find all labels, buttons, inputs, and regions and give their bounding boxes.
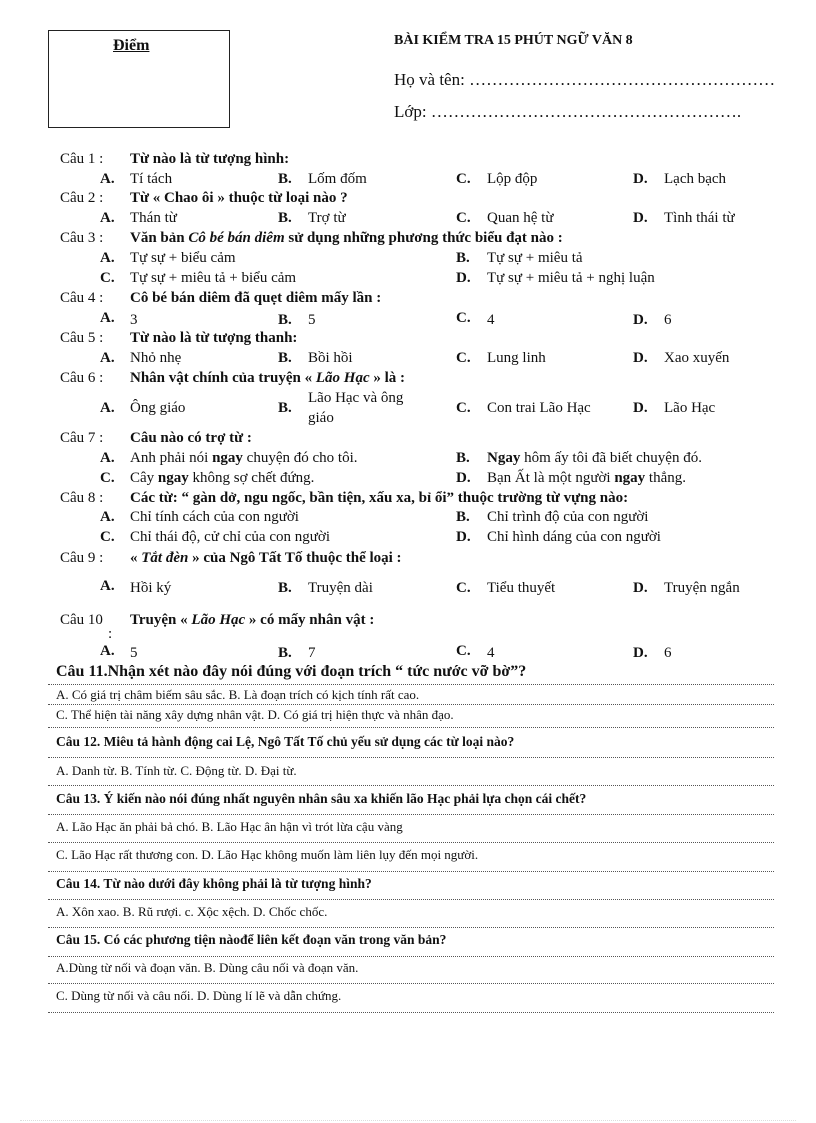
q1-letter-b: B. [278, 171, 292, 187]
page-edge [20, 1120, 796, 1121]
q10-letter-b: B. [278, 645, 292, 661]
q7-number: Câu 7 : [60, 430, 104, 446]
q4-letter-a: A. [100, 310, 115, 326]
q6-letter-a: A. [100, 400, 115, 416]
q2-option-d: Tình thái từ [664, 210, 735, 226]
q8-text: Các từ: “ gàn dở, ngu ngốc, bần tiện, xấu xa, bỉ ổi” thuộc trường từ vựng nào: [130, 490, 629, 506]
q9-letter-c: C. [456, 580, 471, 596]
q10-option-a: 5 [130, 645, 138, 661]
q5-option-c: Lung linh [487, 350, 546, 366]
divider [48, 871, 774, 872]
divider [48, 684, 774, 685]
test-title: BÀI KIỂM TRA 15 PHÚT NGỮ VĂN 8 [394, 33, 633, 48]
q8-letter-a: A. [100, 509, 115, 525]
q3-letter-c: C. [100, 270, 115, 286]
q7-letter-c: C. [100, 470, 115, 486]
q1-option-d: Lạch bạch [664, 171, 727, 187]
q4-letter-d: D. [633, 312, 648, 328]
q2-letter-b: B. [278, 210, 292, 226]
q15-text: Câu 15. Có các phương tiện nàođể liên kết đoạn văn trong văn bản? [56, 932, 447, 947]
q2-letter-c: C. [456, 210, 471, 226]
q6-option-d: Lão Hạc [664, 400, 716, 416]
q10-letter-a: A. [100, 643, 115, 659]
q7-letter-d: D. [456, 470, 471, 486]
q8-letter-d: D. [456, 529, 471, 545]
name-dots: : ……………………………………………… [460, 70, 776, 89]
q6-option-c: Con trai Lão Hạc [487, 400, 591, 416]
divider [48, 814, 774, 815]
q6-letter-b: B. [278, 400, 292, 416]
q10-letter-c: C. [456, 643, 471, 659]
q5-option-a: Nhỏ nhẹ [130, 350, 182, 366]
q1-letter-d: D. [633, 171, 648, 187]
q13-options-line2: C. Lão Hạc rất thương con. D. Lão Hạc không muốn làm liên lụy đến mọi người. [56, 847, 479, 862]
divider [48, 785, 774, 786]
divider [48, 927, 774, 928]
q10-number: Câu 10 [60, 612, 103, 628]
q12-text: Câu 12. Miêu tả hành động cai Lệ, Ngô Tất Tố chủ yếu sử dụng các từ loại nào? [56, 734, 515, 749]
class-label: Lớp [394, 102, 422, 121]
q9-option-d: Truyện ngắn [664, 580, 740, 596]
score-box [48, 30, 230, 128]
q2-option-c: Quan hệ từ [487, 210, 554, 226]
q11-options-line1: A. Có giá trị châm biếm sâu sắc. B. Là đoạn trích có kịch tính rất cao. [56, 687, 420, 702]
q7-option-a: Anh phải nói ngay chuyện đó cho tôi. [130, 450, 358, 466]
q3-option-c: Tự sự + miêu tả + biểu cảm [130, 270, 297, 286]
q10-option-c: 4 [487, 645, 495, 661]
q6-text: Nhân vật chính của truyện « Lão Hạc » là : [130, 370, 406, 386]
q7-letter-a: A. [100, 450, 115, 466]
q3-option-a: Tự sự + biểu cảm [130, 250, 236, 266]
q1-letter-c: C. [456, 171, 471, 187]
q9-number: Câu 9 : [60, 550, 104, 566]
q10-option-b: 7 [308, 645, 316, 661]
q2-option-a: Thán từ [130, 210, 177, 226]
class-field [394, 102, 741, 122]
q4-letter-b: B. [278, 312, 292, 328]
q10-number-colon: : [108, 626, 113, 642]
q4-text: Cô bé bán diêm đã quẹt diêm mấy lần : [130, 290, 382, 306]
q15-options-line1: A.Dùng từ nối và đoạn văn. B. Dùng câu nối và đoạn văn. [56, 960, 359, 975]
q9-letter-b: B. [278, 580, 292, 596]
q7-text: Câu nào có trợ từ : [130, 430, 252, 446]
q11-options-line2: C. Thể hiện tài năng xây dựng nhân vật. D. Có giá trị hiện thực và nhân đạo. [56, 707, 454, 722]
q9-option-c: Tiểu thuyết [487, 580, 556, 596]
q10-text: Truyện « Lão Hạc » có mấy nhân vật : [130, 612, 375, 628]
q3-text: Văn bản Cô bé bán diêm sử dụng những phương thức biểu đạt nào : [130, 230, 563, 246]
divider [48, 842, 774, 843]
divider [48, 704, 774, 705]
q5-option-b: Bồi hồi [308, 350, 353, 366]
q4-option-c: 4 [487, 312, 495, 328]
q1-option-b: Lốm đốm [308, 171, 367, 187]
q1-letter-a: A. [100, 171, 115, 187]
q5-letter-d: D. [633, 350, 648, 366]
q1-option-c: Lộp độp [487, 171, 538, 187]
q2-letter-d: D. [633, 210, 648, 226]
q9-text: « Tắt đèn » của Ngô Tất Tố thuộc thể loại : [130, 550, 402, 566]
q4-letter-c: C. [456, 310, 471, 326]
q4-option-b: 5 [308, 312, 316, 328]
q2-number: Câu 2 : [60, 190, 104, 206]
q5-letter-a: A. [100, 350, 115, 366]
q6-option-b-line1: Lão Hạc và ông [308, 390, 404, 406]
q4-option-d: 6 [664, 312, 672, 328]
q9-option-a: Hồi ký [130, 580, 172, 596]
name-label: Họ và tên [394, 70, 461, 89]
q7-letter-b: B. [456, 450, 470, 466]
q2-text: Từ « Chao ôi » thuộc từ loại nào ? [130, 190, 348, 206]
q9-option-b: Truyện dài [308, 580, 373, 596]
q5-number: Câu 5 : [60, 330, 104, 346]
q14-options-line1: A. Xôn xao. B. Rũ rượi. c. Xộc xệch. D. Chốc chốc. [56, 904, 328, 919]
q10-letter-d: D. [633, 645, 648, 661]
q8-option-b: Chỉ trình độ của con người [487, 509, 649, 525]
q6-letter-d: D. [633, 400, 648, 416]
score-label: Điểm [113, 37, 150, 54]
q8-option-c: Chỉ thái độ, cử chỉ của con người [130, 529, 330, 545]
divider [48, 899, 774, 900]
name-field [394, 70, 775, 90]
q5-option-d: Xao xuyến [664, 350, 730, 366]
q8-letter-b: B. [456, 509, 470, 525]
q8-option-d: Chỉ hình dáng của con người [487, 529, 661, 545]
q6-option-a: Ông giáo [130, 400, 186, 416]
q9-letter-d: D. [633, 580, 648, 596]
q3-option-b: Tự sự + miêu tả [487, 250, 583, 266]
divider [48, 757, 774, 758]
q4-number: Câu 4 : [60, 290, 104, 306]
divider [48, 1012, 774, 1013]
q3-number: Câu 3 : [60, 230, 104, 246]
q6-letter-c: C. [456, 400, 471, 416]
q14-text: Câu 14. Từ nào dưới đây không phải là từ tượng hình? [56, 876, 372, 891]
q7-option-b: Ngay hôm ấy tôi đã biết chuyện đó. [487, 450, 702, 466]
q3-letter-d: D. [456, 270, 471, 286]
q12-options-line1: A. Danh từ. B. Tính từ. C. Động từ. D. Đại từ. [56, 763, 297, 778]
q8-number: Câu 8 : [60, 490, 104, 506]
q3-letter-a: A. [100, 250, 115, 266]
q13-options-line1: A. Lão Hạc ăn phải bả chó. B. Lão Hạc ân hận vì trót lừa cậu vàng [56, 819, 403, 834]
q7-option-c: Cây ngay không sợ chết đứng. [130, 470, 315, 486]
q5-letter-b: B. [278, 350, 292, 366]
q9-letter-a: A. [100, 578, 115, 594]
q1-text: Từ nào là từ tượng hình: [130, 151, 290, 167]
q13-text: Câu 13. Ý kiến nào nói đúng nhất nguyên nhân sâu xa khiến lão Hạc phải lựa chọn cái chết? [56, 791, 587, 806]
q6-option-b-line2: giáo [308, 410, 334, 426]
q3-letter-b: B. [456, 250, 470, 266]
q5-text: Từ nào là từ tượng thanh: [130, 330, 298, 346]
q11-text: Câu 11.Nhận xét nào đây nói đúng với đoạn trích “ tức nước vỡ bờ”? [56, 663, 527, 680]
q1-number: Câu 1 : [60, 151, 104, 167]
q2-letter-a: A. [100, 210, 115, 226]
q10-option-d: 6 [664, 645, 672, 661]
q3-option-d: Tự sự + miêu tả + nghị luận [487, 270, 655, 286]
q8-option-a: Chỉ tính cách của con người [130, 509, 299, 525]
divider [48, 956, 774, 957]
q2-option-b: Trợ từ [308, 210, 346, 226]
divider [48, 983, 774, 984]
q5-letter-c: C. [456, 350, 471, 366]
q4-option-a: 3 [130, 312, 138, 328]
divider [48, 727, 774, 728]
q7-option-d: Bạn Ất là một người ngay thẳng. [487, 470, 686, 486]
q8-letter-c: C. [100, 529, 115, 545]
q15-options-line2: C. Dùng từ nối và câu nối. D. Dùng lí lẽ và dẫn chứng. [56, 988, 342, 1003]
q6-number: Câu 6 : [60, 370, 104, 386]
class-dots: : ………………………………………………. [421, 102, 742, 121]
q1-option-a: Tí tách [130, 171, 173, 187]
